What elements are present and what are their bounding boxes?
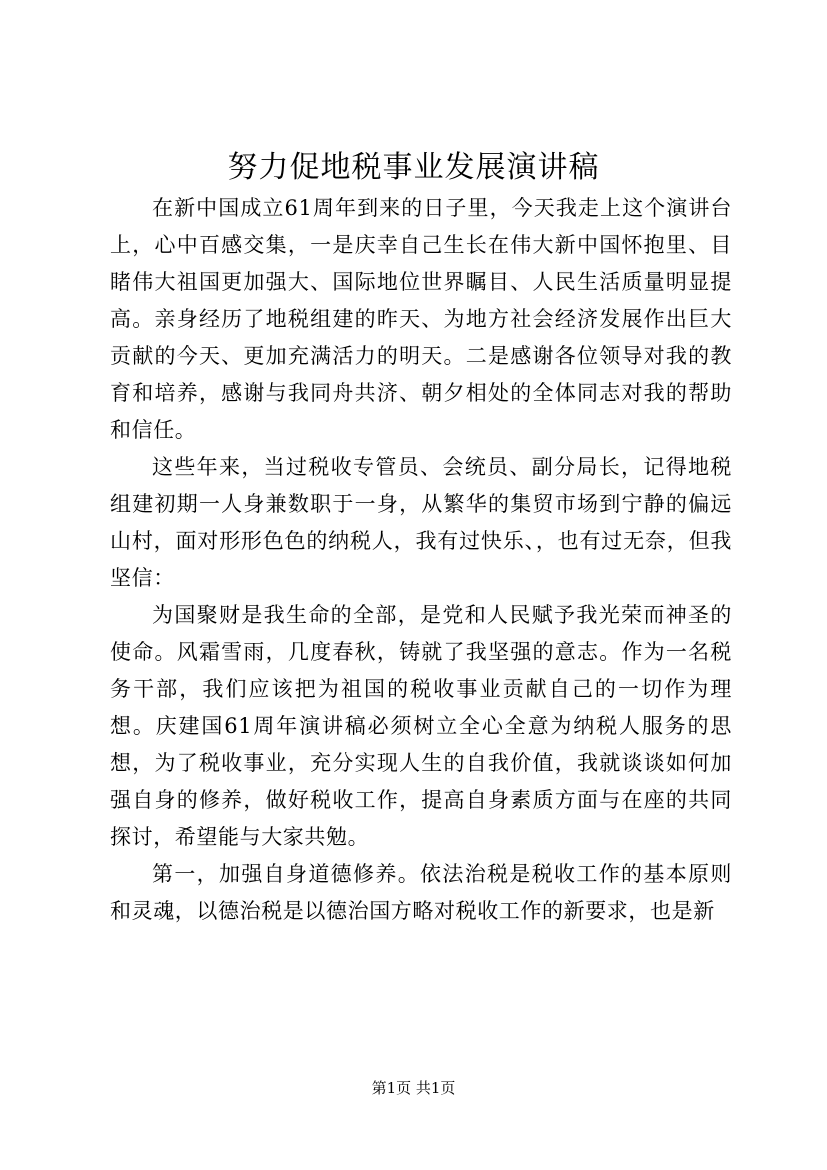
page-footer: 第1页 共1页 — [371, 1079, 456, 1097]
paragraph-4: 第一，加强自身道德修养。依法治税是税收工作的基本原则和灵魂，以德治税是以德治国方略对税收工作的新要求，也是新 — [110, 862, 732, 923]
paragraph-1: 在新中国成立61周年到来的日子里，今天我走上这个演讲台上，心中百感交集，一是庆幸自己生长在伟大新中国怀抱里、目睹伟大祖国更加强大、国际地位世界瞩目、人民生活质量明显提高。亲身经历了地税组建的昨天、为地方社会经济发展作出巨大贡献的今天、更加充满活力的明天。二是感谢各位领导对我的教育和培养，感谢与我同舟共济、朝夕相处的全体同志对我的帮助和信任。 — [110, 196, 732, 442]
document-body — [110, 190, 732, 930]
paragraph-3: 为国聚财是我生命的全部，是党和人民赋予我光荣而神圣的使命。风霜雪雨，几度春秋，铸就了我坚强的意志。作为一名税务干部，我们应该把为祖国的税收事业贡献自己的一切作为理想。庆建国61周年演讲稿必须树立全心全意为纳税人服务的思想，为了税收事业，充分实现人生的自我价值，我就谈谈如何加强自身的修养，做好税收工作，提高自身素质方面与在座的共同探讨，希望能与大家共勉。 — [110, 603, 732, 849]
paragraph-2: 这些年来，当过税收专管员、会统员、副分局长，记得地税组建初期一人身兼数职于一身，从繁华的集贸市场到宁静的偏远山村，面对形形色色的纳税人，我有过快乐、，也有过无奈，但我坚信： — [110, 455, 732, 590]
document-title: 努力促地税事业发展演讲稿 — [227, 150, 600, 185]
